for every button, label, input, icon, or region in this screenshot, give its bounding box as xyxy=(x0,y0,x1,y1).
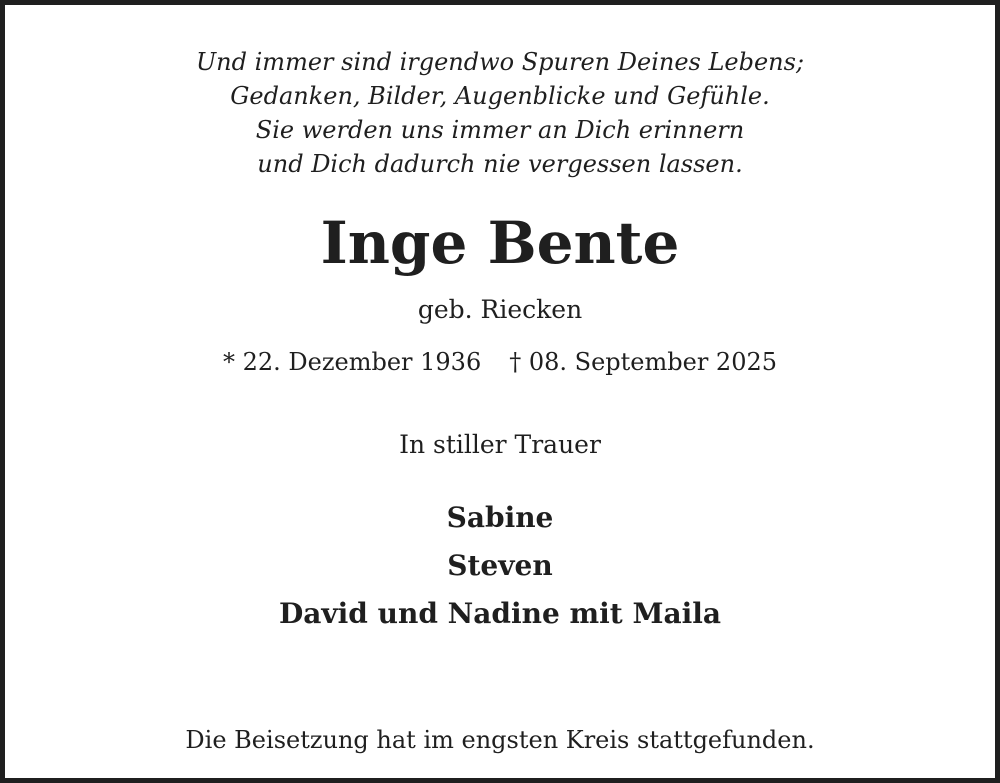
mourner-name: Sabine xyxy=(446,501,554,534)
poem-line: und Dich dadurch nie vergessen lassen. xyxy=(257,150,743,178)
poem-line: Gedanken, Bilder, Augenblicke und Gefühle. xyxy=(230,82,770,110)
burial-notice: Die Beisetzung hat im engsten Kreis stattgefunden. xyxy=(185,726,815,754)
mourners-list xyxy=(5,494,995,638)
maiden-name: geb. Riecken xyxy=(417,295,583,324)
mourning-line: In stiller Trauer xyxy=(399,430,601,459)
death-date: † 08. September 2025 xyxy=(509,348,778,376)
mourner-name: David und Nadine mit Maila xyxy=(278,597,722,630)
poem-line: Sie werden uns immer an Dich erinnern xyxy=(255,116,745,144)
mourner-name: Steven xyxy=(447,549,553,582)
birth-date: * 22. Dezember 1936 xyxy=(222,348,482,376)
poem-line: Und immer sind irgendwo Spuren Deines Lebens; xyxy=(195,48,805,76)
deceased-name: Inge Bente xyxy=(320,209,680,277)
life-dates xyxy=(5,345,995,379)
memorial-poem xyxy=(5,45,995,181)
